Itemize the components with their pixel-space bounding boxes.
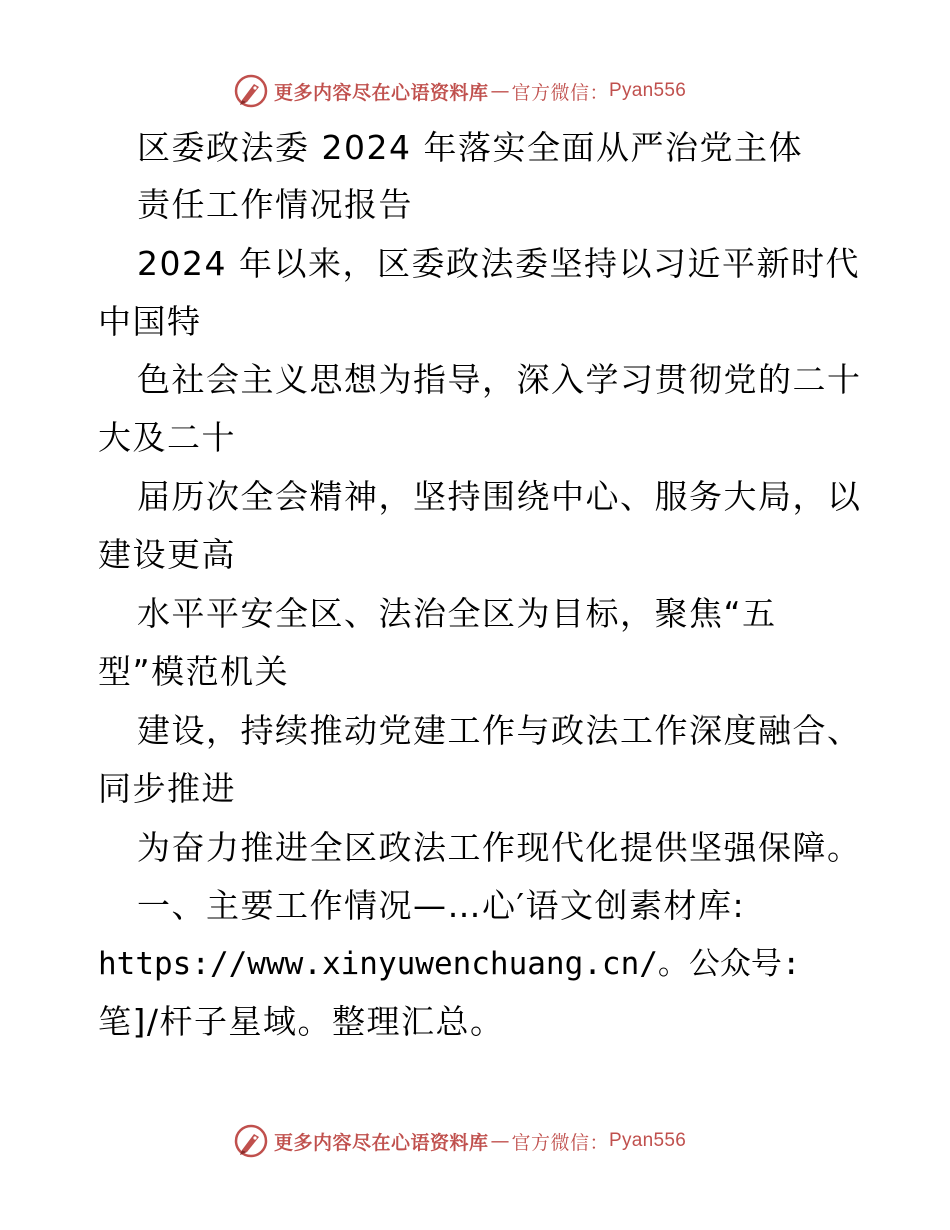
pen-nib-logo-icon (234, 74, 268, 108)
url-line: https://www.xinyuwenchuang.cn/。公众号: (98, 946, 801, 982)
banner-label: 官方微信： (511, 1131, 610, 1154)
banner-separator: — (490, 80, 510, 102)
paragraph-line: 色社会主义思想为指导，深入学习贯彻党的二十 (137, 360, 862, 399)
banner-separator: — (490, 1130, 510, 1152)
section-heading-line: 一、主要工作情况—…心′语文创素材库: (137, 886, 746, 925)
footer-watermark-banner (234, 1123, 754, 1159)
paragraph-line: 水平平安全区、法治全区为目标，聚焦“五 (137, 594, 777, 633)
banner-wechat-id: Pyan556 (609, 80, 687, 101)
banner-wechat-id: Pyan556 (609, 1130, 687, 1151)
paragraph-line: 笔]/杆子星域。整理汇总。 (98, 1002, 505, 1041)
paragraph-line: 建设，持续推动党建工作与政法工作深度融合、 (137, 711, 862, 750)
paragraph-line: 2024 年以来，区委政法委坚持以习近平新时代 (137, 244, 860, 283)
document-title-line-1: 区委政法委 2024 年落实全面从严治党主体 (137, 128, 803, 167)
banner-label: 官方微信： (511, 81, 610, 104)
pen-nib-logo-icon (234, 1124, 268, 1158)
header-watermark-banner (234, 73, 754, 109)
document-title-line-2: 责任工作情况报告 (137, 185, 413, 224)
banner-main-text: 更多内容尽在心语资料库 (274, 1131, 489, 1154)
paragraph-line: 型”模范机关 (98, 652, 290, 691)
paragraph-line: 届历次全会精神，坚持围绕中心、服务大局，以 (137, 477, 862, 516)
paragraph-line: 大及二十 (98, 418, 236, 457)
paragraph-line: 中国特 (98, 302, 202, 341)
banner-main-text: 更多内容尽在心语资料库 (274, 81, 489, 104)
paragraph-line: 建设更高 (98, 535, 236, 574)
paragraph-line: 同步推进 (98, 769, 236, 808)
paragraph-line: 为奋力推进全区政法工作现代化提供坚强保障。 (137, 828, 862, 867)
